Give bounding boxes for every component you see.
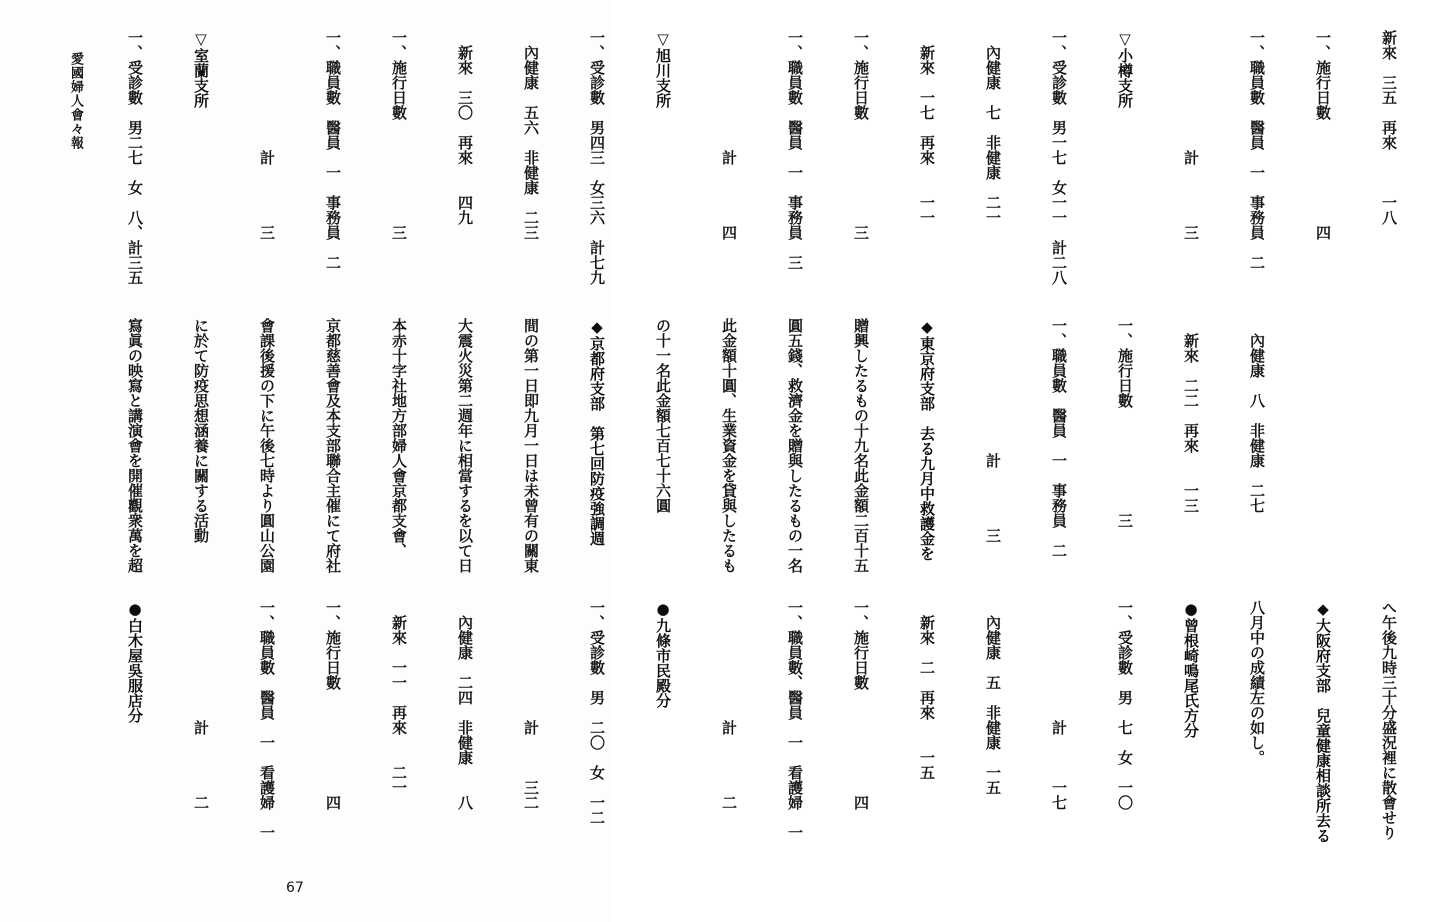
text-block-lower — [80, 600, 1444, 878]
section-heading: ▽室蘭支所 — [192, 30, 210, 108]
section-heading: ◆大阪府支部 兒童健康相談所去る — [1314, 600, 1332, 843]
text-column: に於て防疫思想涵養に關する活動 — [192, 318, 210, 543]
text-column: 計 一七 — [1050, 600, 1068, 810]
text-column: 一、施行日數 三 — [852, 30, 870, 240]
text-column: 新來 三五 再來 一八 — [1380, 30, 1398, 225]
text-column: 新來 一一 再來 二一 — [390, 600, 408, 795]
text-column: 內健康 二四 非健康 八 — [456, 600, 474, 810]
text-column: 一、職員數 醫員 一 看護婦 一 — [258, 600, 276, 840]
subsection-heading: ●曾根崎鳴尾氏方分 — [1182, 600, 1200, 738]
text-column: 一、職員數、醫員 一 看護婦 一 — [786, 600, 804, 840]
running-header: 愛國婦人會々報 — [68, 52, 83, 150]
text-column: 一、受診數 男 二〇 女 一二 — [588, 600, 606, 825]
section-heading: ◆東京府支部 去る九月中救護金を — [918, 318, 936, 561]
text-block-upper — [80, 30, 1444, 320]
text-column: 京都慈善會及本支部聯合主催にて府社 — [324, 318, 342, 573]
text-block-middle — [80, 318, 1312, 600]
text-column: 新來 一七 再來 一一 — [918, 30, 936, 225]
text-column: 贈興したるもの十九名此金額二百十五 — [852, 318, 870, 573]
section-heading: ▽小樽支所 — [1116, 30, 1134, 108]
text-column: 本赤十字社地方部婦人會京都支會、 — [390, 318, 408, 558]
text-column: 一、施行日數 四 — [324, 600, 342, 810]
text-column: 一、職員數 醫員 一 事務員 二 — [324, 30, 342, 270]
page-number: 67 — [286, 880, 304, 896]
text-column: 內健康 八 非健康 二七 — [1248, 318, 1266, 513]
text-column: 計 三二 — [522, 600, 540, 810]
text-column: 新來 三〇 再來 四九 — [456, 30, 474, 225]
text-column: 一、受診數 男 七 女 一〇 — [1116, 600, 1134, 810]
text-column: 一、受診數 男四三 女三六 計七九 — [588, 30, 606, 285]
text-column: 一、施行日數 四 — [1314, 30, 1332, 240]
section-heading: ▽旭川支所 — [654, 30, 672, 108]
text-column: 內健康 五 非健康 一五 — [984, 600, 1002, 795]
text-column: 一、施行日數 四 — [852, 600, 870, 810]
subsection-heading: ●白木屋吳服店分 — [126, 600, 144, 723]
text-column: 新來 二 再來 一五 — [918, 600, 936, 780]
text-column: 一、施行日數 三 — [390, 30, 408, 240]
text-column: 圓五錢、救濟金を贈與したるもの一名 — [786, 318, 804, 573]
text-column: 新來 二二 再來 一三 — [1182, 318, 1200, 513]
text-column: 一、職員數 醫員 一 事務員 二 — [1248, 30, 1266, 270]
section-heading: ◆京都府支部 第七回防疫強調週 — [588, 318, 606, 546]
text-column: 內健康 七 非健康 二一 — [984, 30, 1002, 225]
text-column: 內健康 五六 非健康 二三 — [522, 30, 540, 240]
text-column: 此金額十圓、生業資金を貸與したるも — [720, 318, 738, 573]
text-column: 一、受診數 男一七 女一一 計二八 — [1050, 30, 1068, 285]
text-column: 一、職員數 醫員 一 事務員 二 — [1050, 318, 1068, 558]
text-column: 八月中の成績左の如し。 — [1248, 600, 1266, 765]
text-column: 計 二 — [192, 600, 210, 810]
text-column: の十一名此金額七百七十六圓 — [654, 318, 672, 513]
text-column: 計 三 — [984, 318, 1002, 543]
text-column: 一、職員數 醫員 一 事務員 三 — [786, 30, 804, 270]
text-column: 大震火災第二週年に相當するを以て日 — [456, 318, 474, 573]
text-column: 寫眞の映寫と講演會を開催觀衆萬を超 — [126, 318, 144, 573]
text-column: 會課後援の下に午後七時より圓山公園 — [258, 318, 276, 573]
text-column: 計 三 — [258, 30, 276, 240]
text-column: 計 二 — [720, 600, 738, 810]
subsection-heading: ●九條市民殿分 — [654, 600, 672, 708]
text-column: 計 四 — [720, 30, 738, 240]
text-column: 一、施行日數 三 — [1116, 318, 1134, 528]
text-column: へ午後九時三十分盛況裡に散會せり — [1380, 600, 1398, 840]
text-column: 一、受診數 男二七 女 八、計三五 — [126, 30, 144, 285]
text-column: 間の第一日即九月一日は未曾有の關東 — [522, 318, 540, 573]
text-column: 計 三 — [1182, 30, 1200, 240]
